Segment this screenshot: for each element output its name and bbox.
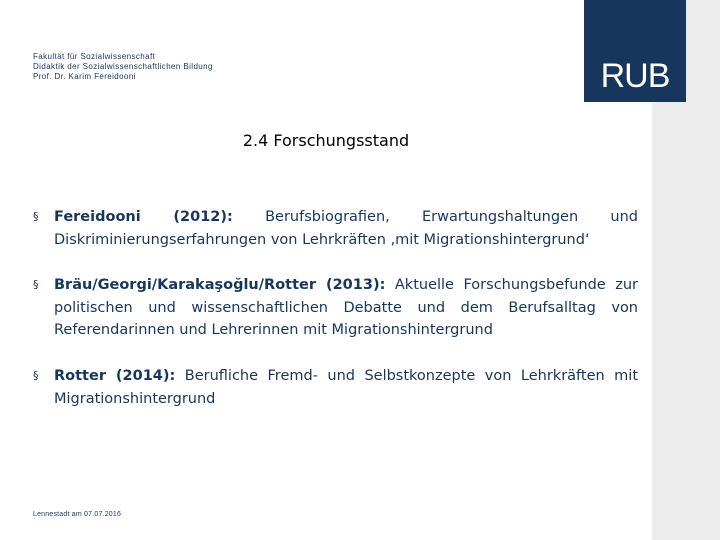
bullet-author-1: Fereidooni (2012): <box>54 209 233 225</box>
rub-logo <box>584 0 686 102</box>
bullet-description-3: Berufliche Fremd- und Selbstkonzepte von Lehrkräften mit Migrationshintergrund <box>54 368 639 407</box>
bullet-item-2 <box>33 274 638 342</box>
slide-header <box>33 52 213 82</box>
faculty-line: Fakultät für Sozialwissenschaft <box>33 52 156 61</box>
slide-footer: Lennestadt am 07.07.2016 <box>33 511 122 518</box>
bullet-author-2: Bräu/Georgi/Karakaşoğlu/Rotter (2013): <box>54 277 386 293</box>
bullet-item-1 <box>33 206 638 251</box>
bullet-text-3 <box>54 365 638 410</box>
professor-line: Prof. Dr. Karim Fereidooni <box>33 72 136 81</box>
bullet-marker: § <box>33 278 39 291</box>
bullet-text-2 <box>54 274 638 342</box>
bullet-text-1 <box>54 206 638 251</box>
bullet-marker: § <box>33 369 39 382</box>
bullet-author-3: Rotter (2014): <box>54 368 176 384</box>
bullet-item-3 <box>33 365 638 410</box>
department-line: Didaktik der Sozialwissenschaftlichen Bildung <box>33 62 213 71</box>
rub-logo-text: RUB <box>600 57 670 95</box>
slide-title: 2.4 Forschungsstand <box>242 131 410 150</box>
bullet-description-2: Aktuelle Forschungsbefunde zur politischen und wissenschaftlichen Debatte und dem Berufsalltag von Referendarinnen und Lehrerinnen mit Migrationshintergrund <box>54 277 638 338</box>
bullet-description-1: Berufsbiografien, Erwartungshaltungen und Diskriminierungserfahrungen von Lehrkräften ‚mit Migrationshintergrund‘ <box>54 209 638 248</box>
bullet-marker: § <box>33 210 39 223</box>
